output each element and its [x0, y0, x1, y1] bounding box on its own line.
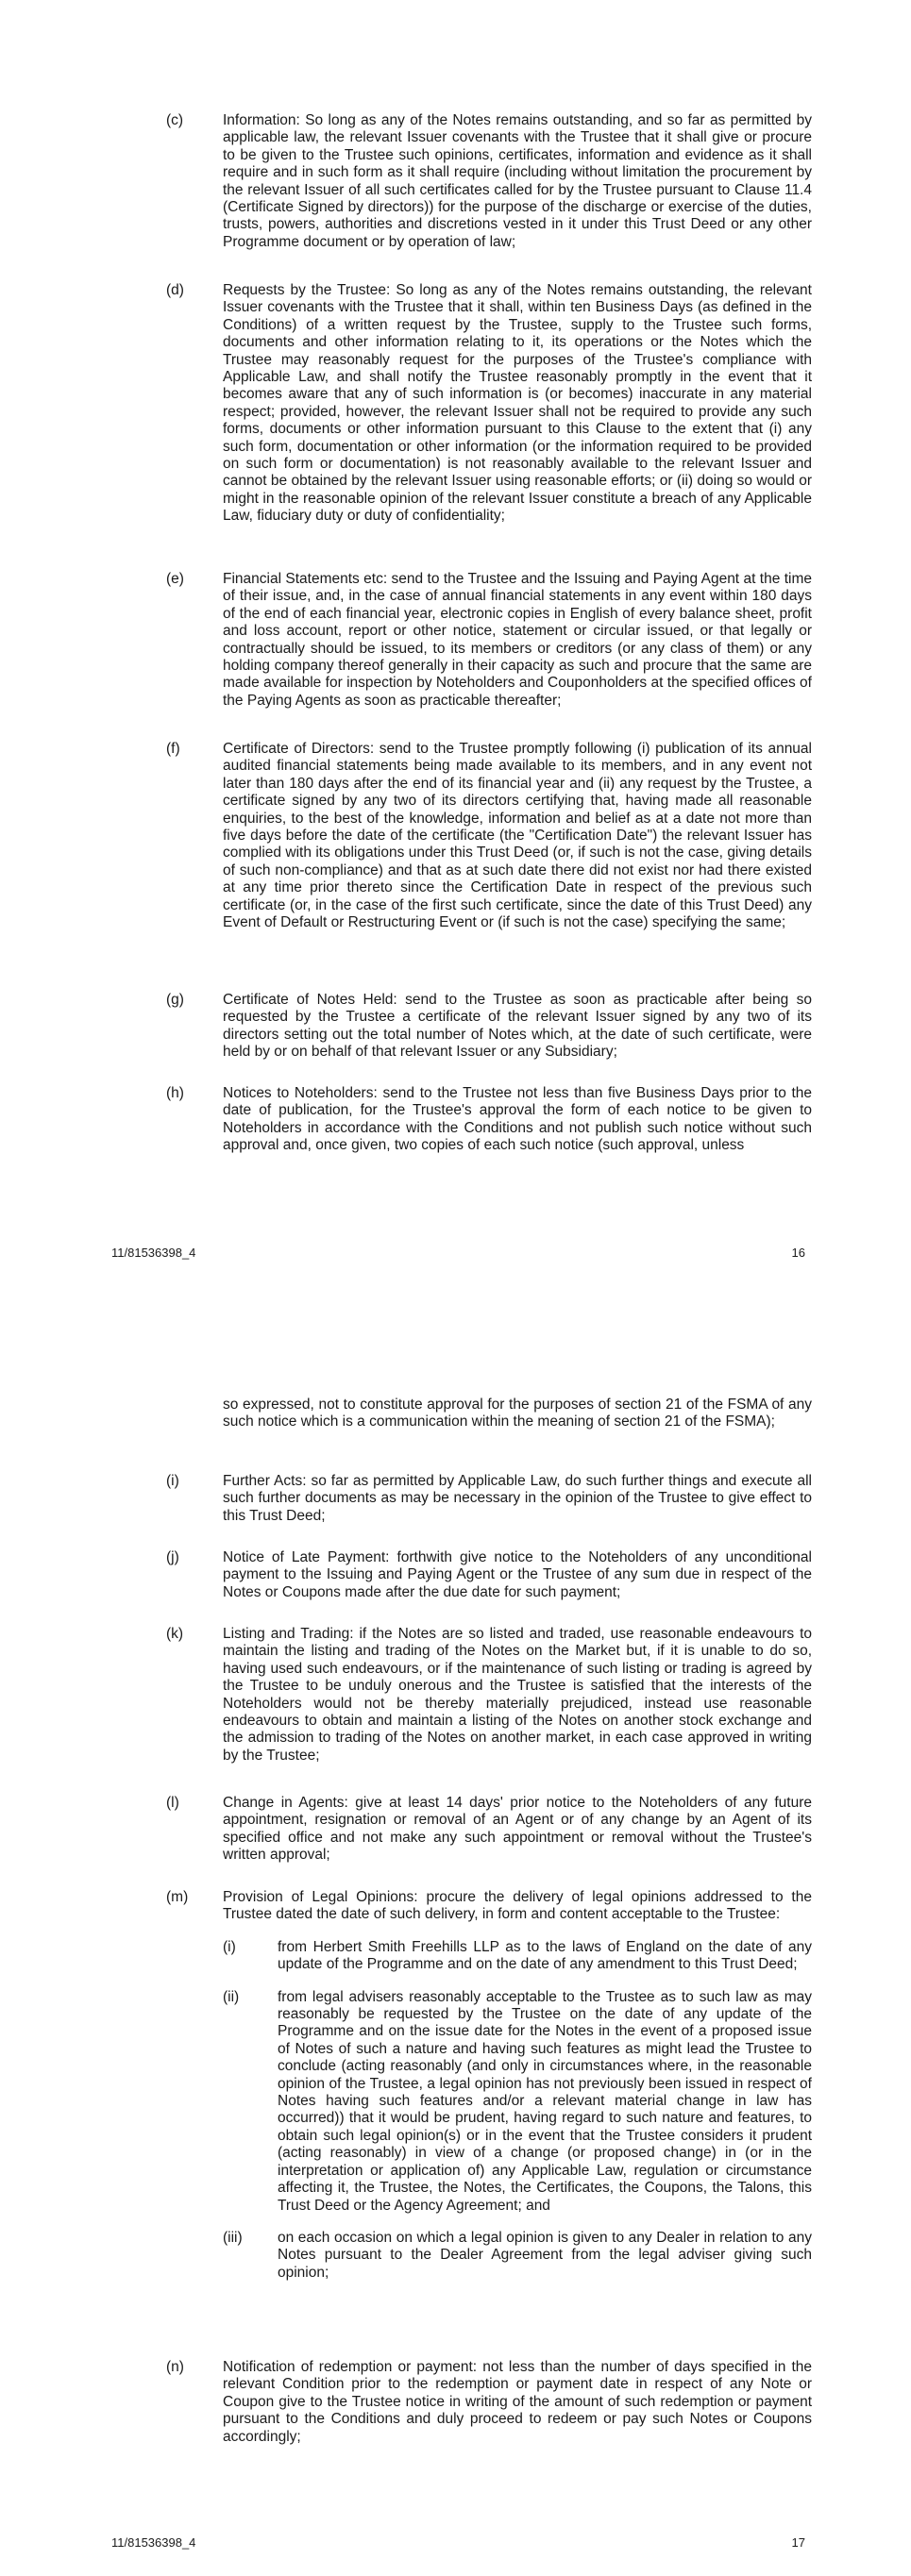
clause-label: (m): [166, 1889, 189, 1905]
clause-text: forthwith give notice to the Noteholders of any unconditional payment to the Issuing and Paying Agent or the Trustee of any sum due in respect of the Notes or Coupons made after the due date for such payment;: [223, 1549, 812, 1600]
document-reference: 11/81536398_4: [111, 2535, 196, 2550]
clause-text: So long as any of the Notes remains outstanding, the relevant Issuer covenants with the Trustee that it shall, within ten Business Days (as defined in the Conditions) of a written request by the Trustee, supply to the Trustee such forms, documents and other information relating to it, its operations or the Notes which the Trustee may reasonably request for the purposes of the Trustee's compliance with Applicable Law, and shall notify the Trustee reasonably promptly in the event that it becomes aware that any of such information is (or becomes) inaccurate in any material respect; provided, however, the relevant Issuer shall not be required to provide any such forms, documents or other information pursuant to this Clause to the extent that (i) any such form, documentation or other information (or the information required to be provided on such form or documentation) is not reasonably available to the relevant Issuer and cannot be obtained by the relevant Issuer using reasonable efforts; or (ii) doing so would or might in the reasonable opinion of the relevant Issuer constitute a breach of any Applicable Law, fiduciary duty or duty of confidentiality;: [223, 282, 812, 525]
clause-c: [168, 112, 812, 251]
clause-h: [168, 1085, 812, 1155]
clause-label: (g): [166, 992, 184, 1008]
sub-clause-text: from legal advisers reasonably acceptable to the Trustee as to such law as may reasonably be requested by the Trustee on the date of any update of the Programme and on the issue date for the Notes in the event of a proposed issue of Notes of such a nature and having such features as might lead the Trustee to conclude (acting reasonably (and only in circumstances where, in the reasonable opinion of the Trustee, a legal opinion has not previously been issued in respect of Notes having such features and/or a relevant material change in law has occurred)) that it would be prudent, having regard to such nature and features, to obtain such legal opinion(s) or in the event that the Trustee considers it prudent (acting reasonably) in view of a change (or proposed change) in (or in the interpretation or application of) any Applicable Law, regulation or circumstance affecting it, the Trustee, the Notes, the Certificates, the Coupons, the Talons, this Trust Deed or the Agency Agreement; and: [278, 1988, 812, 2214]
clause-text: So long as any of the Notes remains outstanding, and so far as permitted by applicable law, the relevant Issuer covenants with the Trustee that it shall give or procure to be given to the Trustee such opinions, certificates, information and evidence as it shall require and in such form as it shall require (including without limitation the procurement by the relevant Issuer of all such certificates called for by the Trustee pursuant to Clause 11.4 (Certificate Signed by directors)) for the purpose of the discharge or exercise of the duties, trusts, powers, authorities and discretions vested in it under this Trust Deed or any other Programme document or by operation of law;: [223, 112, 812, 250]
sub-clause-label: (i): [223, 1938, 236, 1955]
clause-label: (d): [166, 282, 184, 298]
clause-text: so far as permitted by Applicable Law, do such further things and execute all such further documents as may be necessary in the opinion of the Trustee to give effect to this Trust Deed;: [223, 1473, 812, 1524]
clause-text: send to the Trustee as soon as practicable after being so requested by the Trustee a certificate of the relevant Issuer signed by any two of its directors setting out the total number of Notes which, at the date of such certificate, were held by or on behalf of that relevant Issuer or any Subsidiary;: [223, 992, 813, 1061]
clause-heading: Notices to Noteholders:: [223, 1085, 378, 1101]
sub-clause-label: (iii): [223, 2229, 243, 2246]
clause-heading: Information:: [223, 112, 300, 128]
page-17: [0, 1288, 911, 2576]
clause-heading: Certificate of Notes Held:: [223, 992, 397, 1008]
clause-f: [168, 741, 812, 931]
clause-heading: Notification of redemption or payment:: [223, 2359, 478, 2375]
clause-label: (k): [166, 1626, 184, 1642]
page-number: 16: [791, 1246, 805, 1260]
clause-e: [168, 571, 812, 710]
clause-label: (c): [166, 112, 184, 128]
clause-label: (i): [166, 1473, 179, 1489]
clause-heading: Listing and Trading:: [223, 1626, 354, 1642]
clause-label: (j): [166, 1549, 179, 1565]
sub-clause-label: (ii): [223, 1988, 240, 2005]
clause-text: not less than the number of days specified in the relevant Condition prior to the redemption or payment date in respect of any Note or Coupon give to the Trustee notice in writing of the amount of such redemption or payment pursuant to the Conditions and duly proceed to redeem or pay such Notes or Coupons accordingly;: [223, 2359, 812, 2445]
clause-n: [168, 2359, 812, 2446]
clause-text: send to the Trustee promptly following (i) publication of its annual audited financial statements being made available to its members, and in any event not later than 180 days after the end of its financial year and (ii) any request by the Trustee, a certificate signed by any two of its directors certifying that, having made all reasonable enquiries, to the best of the knowledge, information and belief as at a date not more than five days before the date of the certificate (the "Certification Date") the relevant Issuer has complied with its obligations under this Trust Deed (or, if such is not the case, giving details of such non-compliance) and that as at such date there did not exist nor had there existed at any time prior thereto since the Certification Date in respect of the previous such certificate (or, in the case of the first such certificate, since the date of this Trust Deed) any Event of Default or Restructuring Event or (if such is not the case) specifying the same;: [223, 741, 812, 931]
sub-clause-list: [223, 1939, 812, 2282]
clause-d: [168, 282, 812, 526]
clause-text: send to the Trustee and the Issuing and Paying Agent at the time of their issue, and, in the case of annual financial statements in any event within 180 days of the end of each financial year, electronic copies in English of every balance sheet, profit and loss account, report or other notice, statement or circular issued, or that legally or contractually should be issued, to its members or creditors (or any class of them) or any holding company thereof generally in their capacity as such and procure that the same are made available for inspection by Noteholders and Couponholders at the specified offices of the Paying Agents as soon as practicable thereafter;: [223, 571, 812, 709]
clause-text: procure the delivery of legal opinions addressed to the Trustee dated the date of such delivery, in form and content acceptable to the Trustee:: [223, 1889, 812, 1923]
clause-k: [168, 1626, 812, 1765]
clause-label: (f): [166, 741, 180, 757]
clause-i: [168, 1473, 812, 1525]
clause-label: (h): [166, 1085, 184, 1101]
clause-label: (n): [166, 2359, 184, 2375]
clause-heading: Change in Agents:: [223, 1795, 348, 1811]
clause-m: [168, 1889, 812, 2282]
continuation-text: so expressed, not to constitute approval for the purposes of section 21 of the FSMA of any such notice which is a communication within the meaning of section 21 of the FSMA);: [223, 1397, 812, 1430]
page-number: 17: [791, 2535, 805, 2550]
sub-clause-text: from Herbert Smith Freehills LLP as to the laws of England on the date of any update of the Programme and on the date of any amendment to this Trust Deed;: [278, 1938, 812, 1973]
clause-label: (l): [166, 1795, 179, 1811]
sub-clause-text: on each occasion on which a legal opinion is given to any Dealer in relation to any Notes pursuant to the Dealer Agreement from the legal adviser giving such opinion;: [278, 2229, 812, 2281]
sub-clause-ii: [223, 1989, 812, 2215]
clause-text: send to the Trustee not less than five Business Days prior to the date of publication, for the Trustee's approval the form of each notice to be given to Noteholders in accordance with the Conditions and not publish such notice without such approval and, once given, two copies of each such notice (such approval, unless: [223, 1085, 813, 1154]
document-reference: 11/81536398_4: [111, 1246, 196, 1260]
clause-heading: Further Acts:: [223, 1473, 307, 1489]
clause-heading: Certificate of Directors:: [223, 741, 375, 757]
sub-clause-iii: [223, 2230, 812, 2282]
clause-heading: Financial Statements etc:: [223, 571, 388, 587]
clause-label: (e): [166, 571, 184, 587]
clause-text: give at least 14 days' prior notice to the Noteholders of any future appointment, resignation or removal of an Agent or of any change by an Agent of its specified office and not make any such appointment or removal without the Trustee's written approval;: [223, 1795, 812, 1864]
clause-heading: Provision of Legal Opinions:: [223, 1889, 418, 1905]
sub-clause-i: [223, 1939, 812, 1974]
clause-g: [168, 992, 812, 1062]
clause-heading: Notice of Late Payment:: [223, 1549, 390, 1565]
clause-text: if the Notes are so listed and traded, use reasonable endeavours to maintain the listing and trading of the Notes on the Market but, if it is unable to do so, having used such endeavours, or if the maintenance of such listing or trading is agreed by the Trustee to be unduly onerous and the Trustee is satisfied that the interests of the Noteholders would not be thereby materially prejudiced, instead use reasonable endeavours to obtain and maintain a listing of the Notes on another stock exchange and the admission to trading of the Notes on another market, in each case approved in writing by the Trustee;: [223, 1626, 812, 1764]
clause-j: [168, 1549, 812, 1601]
clause-l: [168, 1795, 812, 1865]
clause-heading: Requests by the Trustee:: [223, 282, 391, 298]
clause-h-continuation: [168, 1397, 812, 1431]
